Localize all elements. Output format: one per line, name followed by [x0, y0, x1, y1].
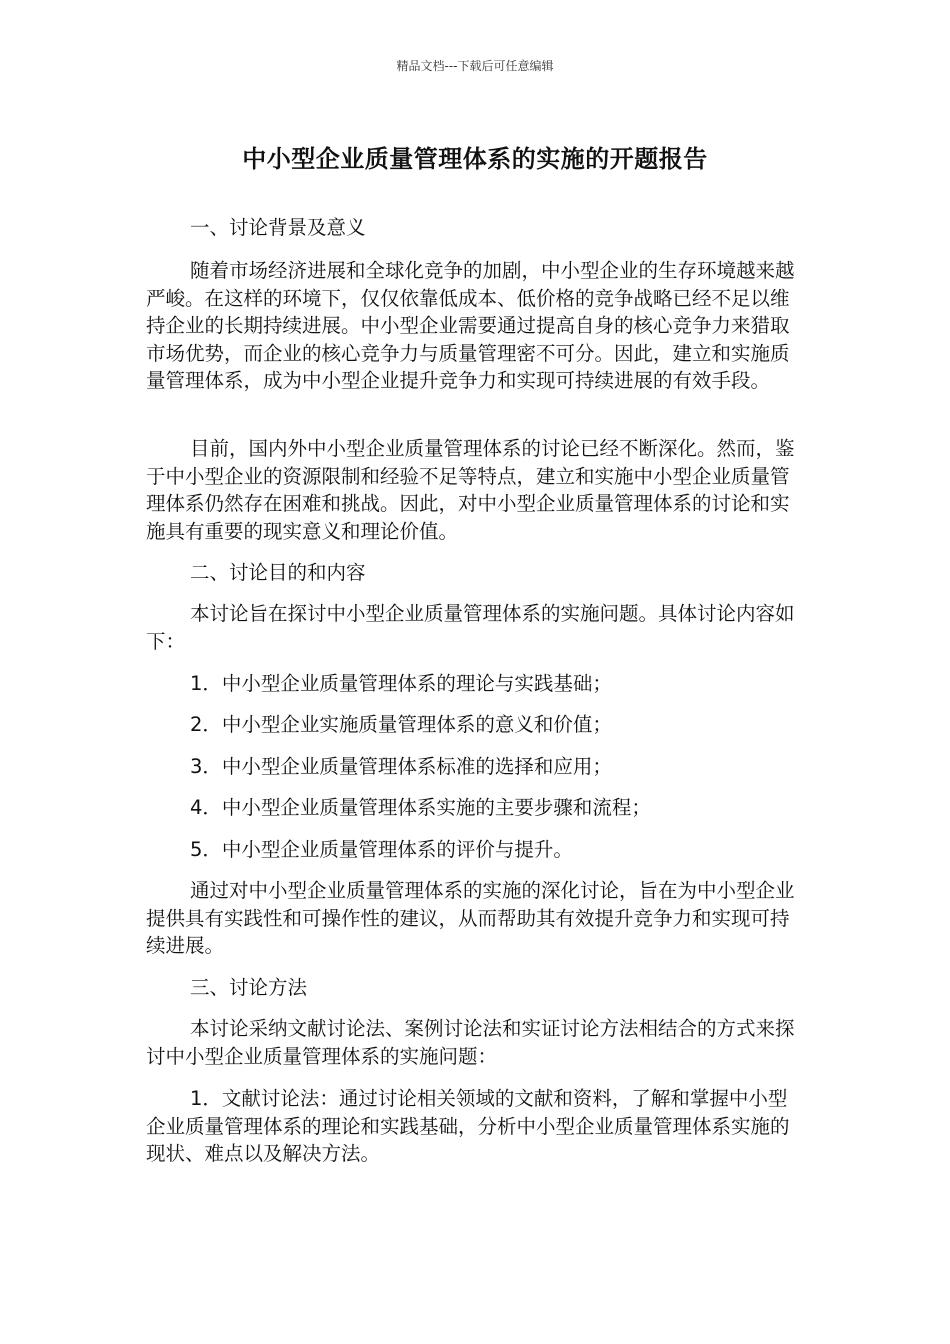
list-item: 5．中小型企业质量管理体系的评价与提升。: [190, 838, 573, 861]
section-heading-background: 一、讨论背景及意义: [190, 216, 366, 239]
paragraph-background-2: 目前，国内外中小型企业质量管理体系的讨论已经不断深化。然而，鉴于中小型企业的资源限制和经验不足等特点，建立和实施中小型企业质量管理体系仍然存在困难和挑战。因此，对中小型企业质量管理体系的讨论和实施具有重要的现实意义和理论价值。: [146, 437, 795, 543]
list-item: 2．中小型企业实施质量管理体系的意义和价值；: [190, 713, 612, 736]
section-heading-objectives: 二、讨论目的和内容: [190, 561, 366, 584]
document-title: 中小型企业质量管理体系的实施的开题报告: [242, 145, 708, 173]
header-note: 精品文档---下载后可任意编辑: [396, 59, 554, 73]
section-heading-methods: 三、讨论方法: [190, 976, 308, 999]
paragraph-literature-method: 1．文献讨论法：通过讨论相关领域的文献和资料，了解和掌握中小型企业质量管理体系的理论和实践基础，分析中小型企业质量管理体系实施的现状、难点以及解决方法。: [146, 1087, 790, 1165]
paragraph-objectives-summary: 通过对中小型企业质量管理体系的实施的深化讨论，旨在为中小型企业提供具有实践性和可操作性的建议，从而帮助其有效提升竞争力和实现可持续进展。: [146, 879, 795, 957]
paragraph-background-1: 随着市场经济进展和全球化竞争的加剧，中小型企业的生存环境越来越严峻。在这样的环境下，仅仅依靠低成本、低价格的竞争战略已经不足以维持企业的长期持续进展。中小型企业需要通过提高自身的核心竞争力来猎取市场优势，而企业的核心竞争力与质量管理密不可分。因此，建立和实施质量管理体系，成为中小型企业提升竞争力和实现可持续进展的有效手段。: [146, 259, 795, 392]
list-item: 4．中小型企业质量管理体系实施的主要步骤和流程；: [190, 796, 651, 819]
list-item: 3．中小型企业质量管理体系标准的选择和应用；: [190, 755, 612, 778]
list-item: 1．中小型企业质量管理体系的理论与实践基础；: [190, 672, 612, 695]
paragraph-objectives-intro: 本讨论旨在探讨中小型企业质量管理体系的实施问题。具体讨论内容如下：: [146, 602, 795, 653]
paragraph-methods-intro: 本讨论采纳文献讨论法、案例讨论法和实证讨论方法相结合的方式来探讨中小型企业质量管理体系的实施问题：: [146, 1017, 795, 1068]
